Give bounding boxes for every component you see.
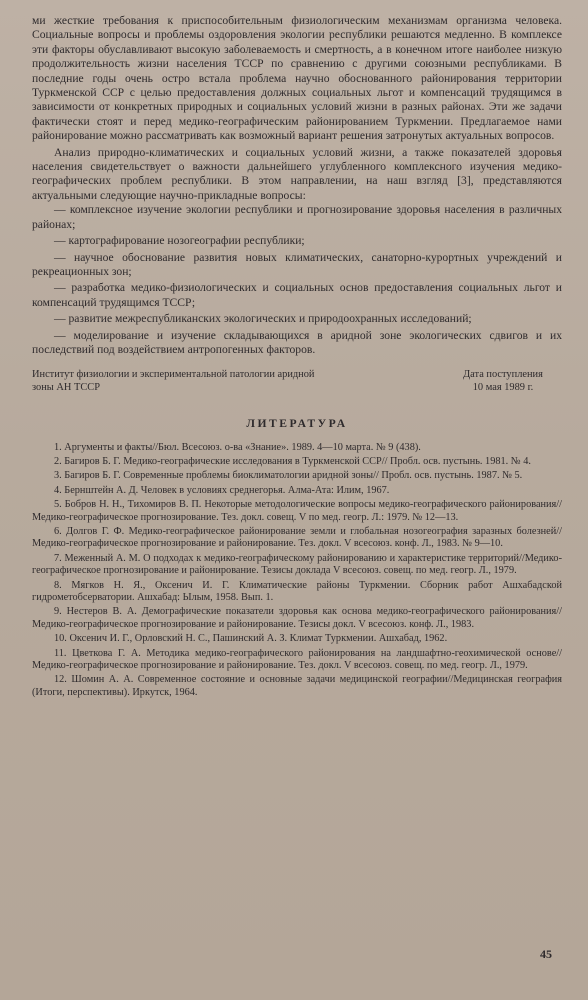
reference-item: 4. Бернштейн А. Д. Человек в условиях среднегорья. Алма-Ата: Илим, 1967. <box>54 484 390 496</box>
literature-heading: ЛИТЕРАТУРА <box>246 416 348 430</box>
list-item: — научное обоснование развития новых климатических, санаторно-курортных учреждений и рекреационных зон; <box>32 250 562 278</box>
received-date-value: 10 мая 1989 г. <box>472 381 534 393</box>
list-item: — комплексное изучение экологии республики и прогнозирование здоровья населения в различных районах; <box>32 203 562 231</box>
reference-item: 3. Багиров Б. Г. Современные проблемы биоклиматологии аридной зоны// Пробл. осв. пустынь. 1987. № 5. <box>54 470 523 482</box>
received-date <box>448 369 558 394</box>
received-date-label: Дата поступления <box>463 369 543 381</box>
reference-item: 7. Меженный А. М. О подходах к медико-географическому районированию и характеристике территорий//Медико-географическое прогнозирование и районирование. Тезисы доклада V всесоюз. совещ. по мед. геогр. Л., 1979. <box>32 552 562 577</box>
reference-item: 1. Аргументы и факты//Бюл. Всесоюз. о-ва «Знание». 1989. 4—10 марта. № 9 (438). <box>54 441 421 453</box>
paragraph: Анализ природно-климатических и социальных условий жизни, а также показателей здоровья населения свидетельствует о важности дальнейшего углубленного комплексного изучения медико-географических проблем республики. В этом направлении, на наш взгляд [3], представляются актуальными следующие научно-прикладные вопросы: <box>32 145 562 202</box>
reference-item: 6. Долгов Г. Ф. Медико-географическое районирование земли и глобальная нозогеография заразных болезней//Медико-географическое прогнозирование и районирование. Тез. докл. V всесоюз. конф. Л., 1983. № 9—10. <box>32 525 562 550</box>
list-item: — картографирование нозогеографии республики; <box>54 234 305 248</box>
institution-affiliation: Институт физиологии и экспериментальной патологии аридной зоны АН ТССР <box>32 369 315 393</box>
page-number: 45 <box>540 947 552 961</box>
list-item: — моделирование и изучение складывающихся в аридной зоне экологических сдвигов и их последствий под воздействием антропогенных факторов. <box>32 328 562 356</box>
article-footer <box>32 369 562 394</box>
list-item: — развитие межреспубликанских экологических и природоохранных исследований; <box>54 312 472 326</box>
reference-item: 5. Бобров Н. Н., Тихомиров В. П. Некоторые методологические вопросы медико-географического районирования//Медико-географическое прогнозирование. Тез. докл. совещ. V по мед. геогр. Л.: 1979. № 12—13. <box>32 499 562 523</box>
paragraph-continued: ми жесткие требования к приспособительным физиологическим механизмам организма человека. Социальные вопросы и проблемы оздоровления экологии республики решаются медленно. В комплексе эти факторы обуславливают высокую заболеваемость и смертность, а в конечном итоге наиболее низкую продолжительность жизни населения ТССР по сравнению с другими союзными республиками. В последние годы очень остро встала проблема научно обоснованного районирования территории Туркменской ССР с целью предоставления должных социальных льгот и компенсаций трудящимся в зависимости от конкретных природных и социальных условий жизни в разных районах. Эти же задачи фактически стоят и перед медико-географическим районированием Туркмении. Предлагаемое нами районирование можно рассматривать как возможный вариант решения затронутых актуальных вопросов. <box>32 14 562 143</box>
reference-item: 12. Шомин А. А. Современное состояние и основные задачи медицинской географии//Медицинская география (Итоги, перспективы). Иркутск, 1964. <box>32 674 562 698</box>
reference-item: 8. Мягков Н. Я., Оксенич И. Г. Климатические районы Туркмении. Сборник работ Ашхабадской гидрометобсерватории. Ашхабад: Ылым, 1958. Вып. 1. <box>32 579 562 603</box>
reference-item: 9. Нестеров В. А. Демографические показатели здоровья как основа медико-географического районирования//Медико-географическое прогнозирование и районирование. Тезисы докл. V всесоюз. конф. Л., 1983. <box>32 606 562 630</box>
reference-item: 11. Цветкова Г. А. Методика медико-географического районирования на ландшафтно-геохимической основе//Медико-географическое прогнозирование и районирование. Тез. докл. V всесоюз. совещ. по мед. геогр. Л., 1979. <box>32 647 562 672</box>
reference-item: 10. Оксенич И. Г., Орловский Н. С., Пашинский А. З. Климат Туркмении. Ашхабад, 1962. <box>54 633 448 645</box>
research-questions-list <box>32 203 562 357</box>
reference-list <box>32 442 562 700</box>
list-item: — разработка медико-физиологических и социальных основ предоставления социальных льгот и компенсаций трудящимся ТССР; <box>32 281 562 309</box>
reference-item: 2. Багиров Б. Г. Медико-географические исследования в Туркменской ССР// Пробл. осв. пустынь. 1981. № 4. <box>54 455 531 467</box>
article-body <box>32 14 562 357</box>
